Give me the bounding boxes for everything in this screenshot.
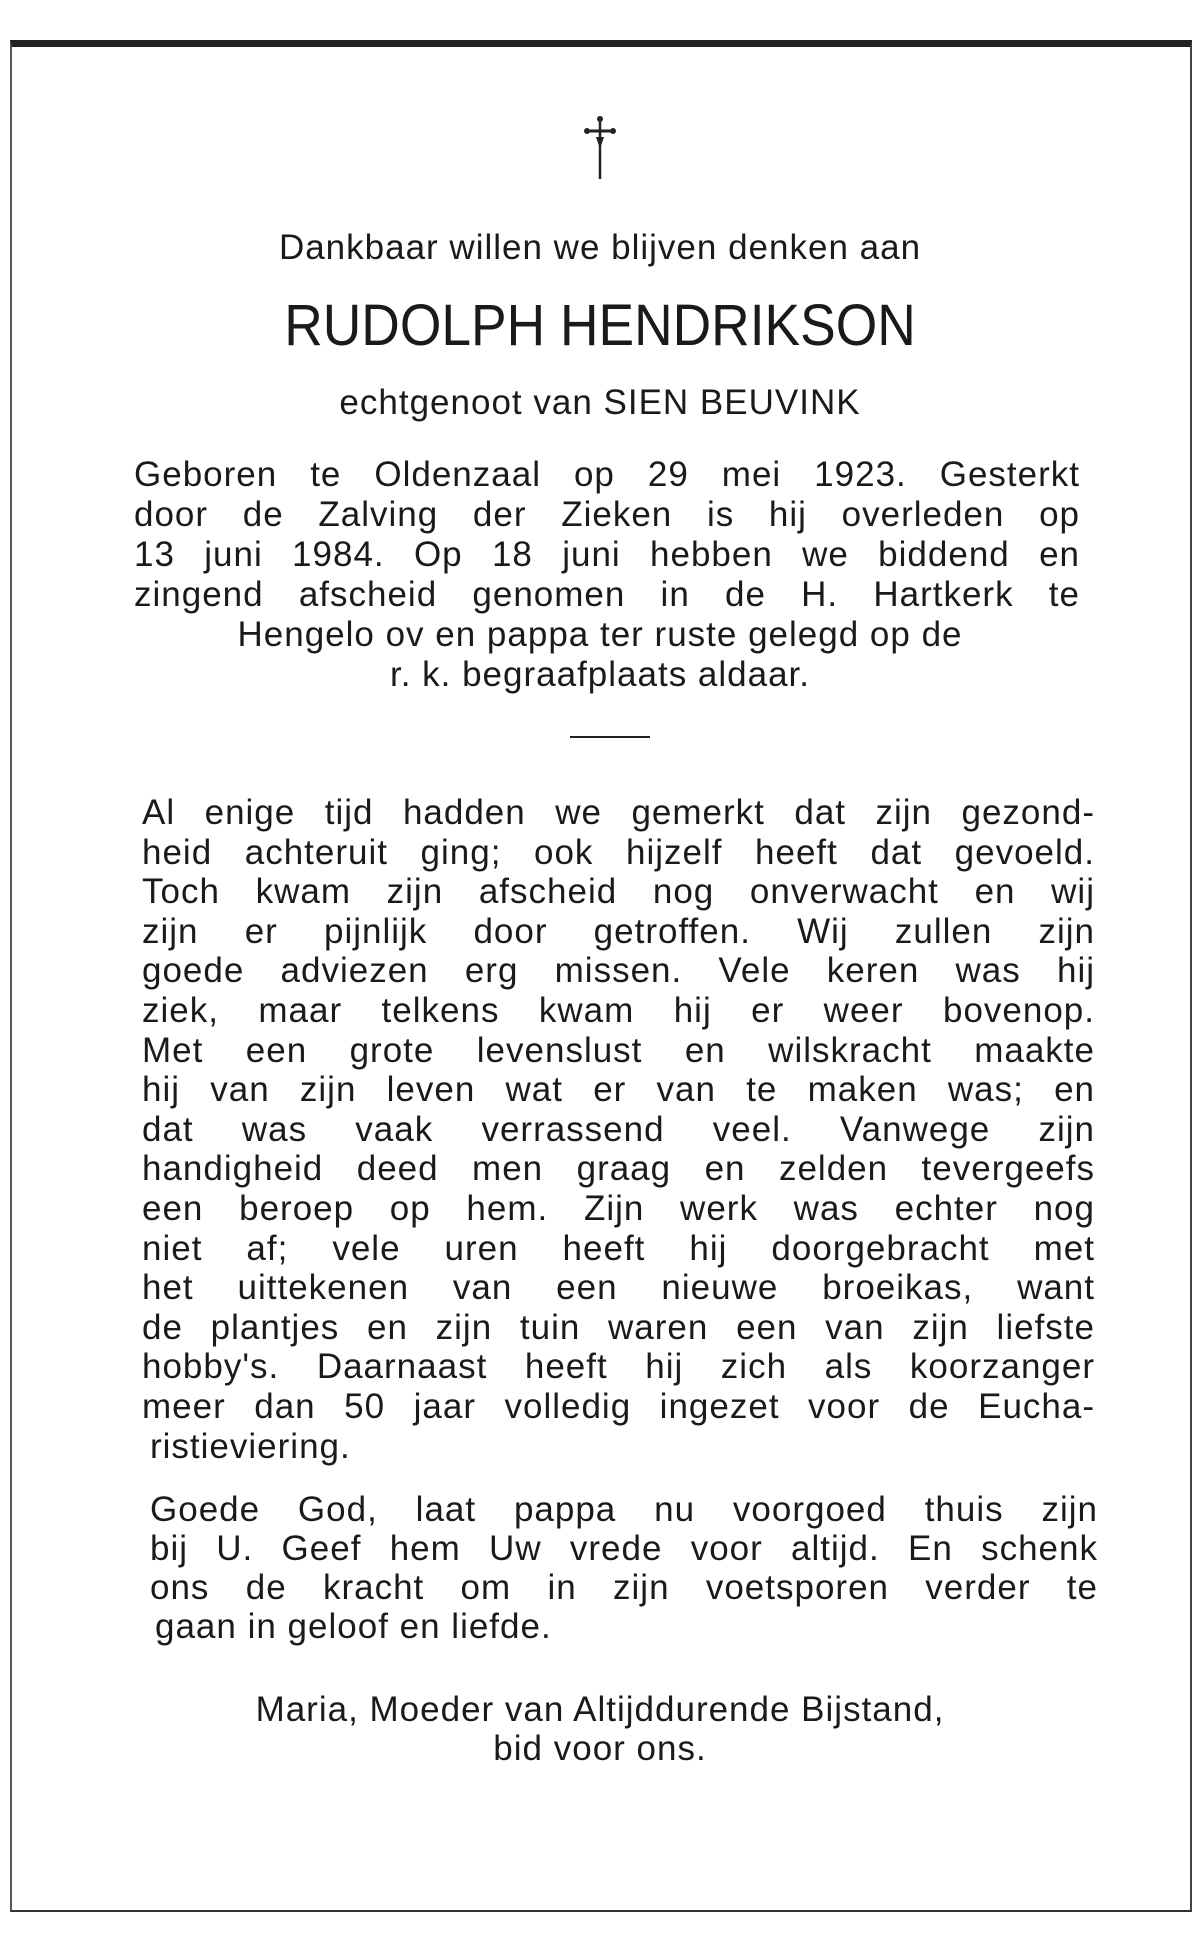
text-line: r. k. begraafplaats aldaar. [389, 655, 811, 694]
cross-icon [582, 115, 618, 179]
text-line: gaan in geloof en liefde. [155, 1607, 552, 1646]
text-line: hij van zijn leven wat er van te maken was; en [142, 1070, 1095, 1110]
text-line: dat was vaak verrassend veel. Vanwege zijn [142, 1109, 1095, 1149]
divider [570, 736, 650, 738]
heading: Dankbaar willen we blijven denken aan [278, 228, 922, 267]
text-line: 13 juni 1984. Op 18 juni hebben we biddend en [134, 535, 1080, 574]
text-line: ziek, maar telkens kwam hij er weer bovenop. [142, 991, 1095, 1030]
text-line: Met een grote levenslust en wilskracht maakte [142, 1030, 1095, 1070]
text-line: Toch kwam zijn afscheid nog onverwacht en wij [142, 872, 1095, 912]
text-line: bij U. Geef hem Uw vrede voor altijd. En schenk [150, 1529, 1098, 1568]
text-line: Al enige tijd hadden we gemerkt dat zijn gezond- [142, 793, 1095, 832]
text-line: ons de kracht om in zijn voetsporen verder te [150, 1568, 1098, 1607]
text-line: een beroep op hem. Zijn werk was echter nog [142, 1189, 1095, 1228]
deceased-name: RUDOLPH HENDRIKSON [284, 293, 916, 358]
text-line: bid voor ons. [493, 1729, 707, 1768]
text-line: de plantjes en zijn tuin waren een van zijn liefste [142, 1307, 1095, 1347]
text-line: meer dan 50 jaar volledig ingezet voor de Eucha- [142, 1387, 1095, 1426]
text-line: goede adviezen erg missen. Vele keren was hij [142, 951, 1095, 991]
text-line: Maria, Moeder van Altijddurende Bijstand, [255, 1690, 945, 1729]
text-line: ristieviering. [150, 1426, 351, 1466]
text-line: Hengelo ov en pappa ter ruste gelegd op de [237, 615, 963, 654]
spouse-line: echtgenoot van SIEN BEUVINK [339, 383, 861, 422]
text-line: door de Zalving der Zieken is hij overleden op [134, 495, 1080, 534]
text-line: zingend afscheid genomen in de H. Hartkerk te [134, 575, 1080, 614]
text-line: heid achteruit ging; ook hijzelf heeft dat gevoeld. [142, 832, 1095, 872]
text-line: handigheid deed men graag en zelden tevergeefs [142, 1149, 1095, 1189]
text-line: niet af; vele uren heeft hij doorgebracht met [142, 1228, 1095, 1268]
text-line: Goede God, laat pappa nu voorgoed thuis zijn [150, 1490, 1098, 1529]
text-line: hobby's. Daarnaast heeft hij zich als koorzanger [142, 1347, 1095, 1387]
text-line: zijn er pijnlijk door getroffen. Wij zullen zijn [142, 911, 1095, 951]
text-line: Geboren te Oldenzaal op 29 mei 1923. Gesterkt [134, 455, 1080, 494]
text-line: het uittekenen van een nieuwe broeikas, want [142, 1268, 1095, 1308]
